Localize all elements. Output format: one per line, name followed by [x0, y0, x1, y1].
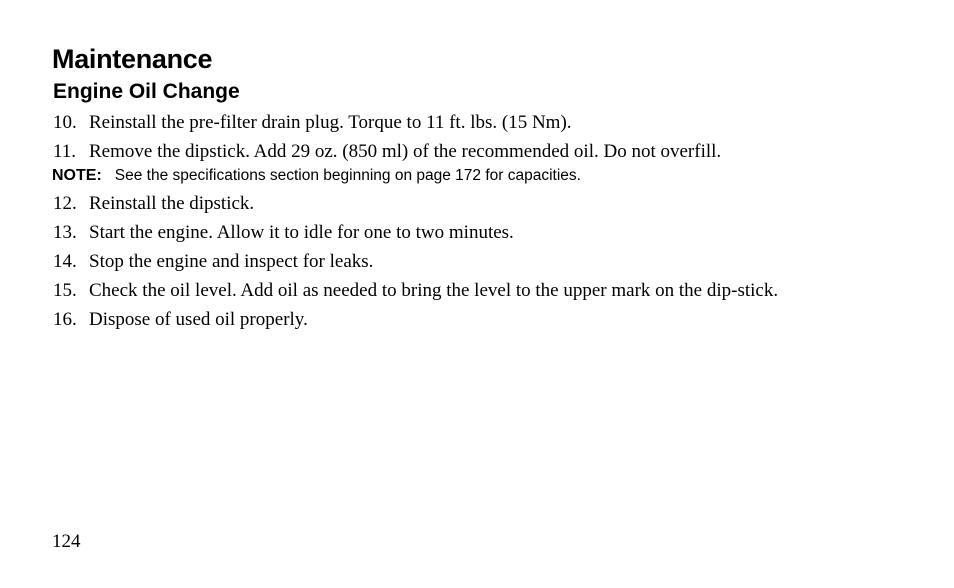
step-number: 10. [53, 112, 77, 133]
page-number: 124 [52, 531, 81, 552]
step-number: 12. [53, 193, 77, 214]
note-text: See the specifications section beginning on page 172 for capacities. [114, 167, 581, 184]
step-item [53, 222, 883, 244]
step-number: 16. [53, 309, 77, 330]
step-text: Check the oil level. Add oil as needed to bring the level to the upper mark on the dip-stick. [89, 280, 779, 301]
step-text: Reinstall the pre-filter drain plug. Torque to 11 ft. lbs. (15 Nm). [89, 112, 572, 133]
step-number: 15. [53, 280, 77, 301]
step-text: Start the engine. Allow it to idle for one to two minutes. [89, 222, 514, 243]
note-callout [52, 165, 883, 187]
note-label: NOTE: [52, 167, 102, 184]
step-number: 11. [53, 141, 77, 162]
step-item [53, 309, 883, 331]
step-number: 13. [53, 222, 77, 243]
procedure-steps [53, 112, 883, 338]
step-item [53, 280, 883, 302]
step-item [53, 141, 883, 163]
section-title: Maintenance [52, 44, 213, 74]
step-text: Dispose of used oil properly. [89, 309, 308, 330]
step-text: Reinstall the dipstick. [89, 193, 255, 214]
step-item [53, 251, 883, 273]
step-number: 14. [53, 251, 77, 272]
step-text: Remove the dipstick. Add 29 oz. (850 ml) of the recommended oil. Do not overfill. [89, 141, 722, 162]
step-item [53, 193, 883, 215]
step-item [53, 112, 883, 134]
subsection-title: Engine Oil Change [53, 80, 240, 103]
step-text: Stop the engine and inspect for leaks. [89, 251, 374, 272]
